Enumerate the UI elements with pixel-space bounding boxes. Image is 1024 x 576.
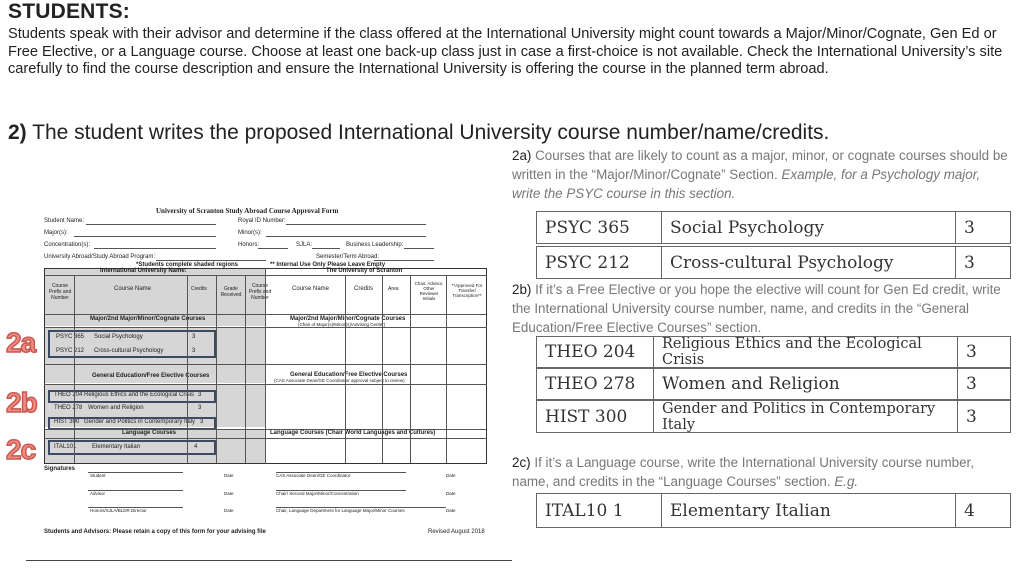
- form-sig-date-5: Date: [224, 508, 234, 513]
- form-gened-right: General Education/Free Elective Courses: [290, 372, 408, 378]
- form-intl-uni: International University Name:: [100, 268, 187, 274]
- section-2c-label: 2c): [512, 455, 531, 470]
- section-2a-example: Example, for a Psychology major, write the PSYC course in this section.: [512, 167, 981, 201]
- form-honors: Honors:: [238, 242, 260, 248]
- course-name: Women and Religion: [653, 369, 957, 399]
- form-minors: Minor(s):: [238, 230, 262, 236]
- course-number: ITAL10 1: [545, 500, 624, 521]
- form-concentrations: Concentration(s):: [44, 242, 91, 248]
- step-2-heading: [8, 121, 829, 145]
- course-name: Religious Ethics and the Ecological Crisis: [653, 337, 957, 367]
- gened-row-2: [536, 368, 1011, 400]
- section-2c-text: If it’s a Language course, write the International University course number, name, and credits in the “Language Courses” section.: [512, 455, 974, 489]
- form-lang-entry-credits: 4: [194, 444, 198, 450]
- form-gened-entry-1-num: THEO 204: [54, 392, 83, 398]
- form-sig-date-3: Date: [224, 491, 234, 496]
- form-col-area: Area: [388, 286, 399, 292]
- form-sig-honors: Honors/SJLA/BLDR Director: [90, 508, 147, 513]
- course-number: THEO 204: [545, 342, 636, 362]
- course-number: THEO 278: [545, 374, 636, 394]
- form-sig-advisor: Advisor: [90, 491, 106, 496]
- form-gened-entry-3-name: Gender and Politics in Contemporary Italy: [84, 419, 196, 425]
- major-row-2: [536, 246, 1011, 279]
- section-2a-text: Courses that are likely to count as a major, minor, or cognate courses should be written in the “Major/Minor/Cognate” Section.: [512, 148, 1008, 182]
- form-sig-date-6: Date: [446, 508, 456, 513]
- form-sig-student: Student: [90, 473, 106, 478]
- course-credits: 3: [955, 247, 1010, 278]
- form-major-entry-1-name: Social Psychology: [94, 334, 143, 340]
- course-number: PSYC 212: [545, 252, 630, 273]
- gened-row-1: [536, 336, 1011, 368]
- form-sig-chair: Chair/ Second Major/Minor/Concentration: [276, 491, 359, 496]
- form-sjla: SJLA:: [296, 242, 313, 248]
- form-internal-note: ** Internal Use Only Please Leave Empty: [270, 262, 386, 268]
- form-student-name: Student Name:: [44, 218, 85, 224]
- form-revised: Revised August 2018: [428, 529, 485, 535]
- form-col-prefix: Course Prefix and Number: [48, 283, 72, 301]
- form-col-chair: Chair, Advisor, Other Reviewer Initials: [414, 281, 444, 301]
- form-gened-entry-2-num: THEO 278: [54, 405, 83, 411]
- course-number: HIST 300: [545, 406, 628, 427]
- section-2b-text: If it’s a Free Elective or you hope the elective will count for Gen Ed credit, write the International University course number, name, and credits in the “General Education/Free Elective Courses” section.: [512, 282, 1001, 335]
- bottom-divider: [26, 560, 512, 561]
- badge-2a: 2a: [6, 327, 36, 358]
- form-col-name2: Course Name: [292, 286, 330, 292]
- intro-paragraph: Students speak with their advisor and determine if the class offered at the International University might count towards a Major/Minor/Cognate, Gen Ed or Free Elective, or a Language course. Choose at least one back-up class just in case a first-choice is not available. Check the International University’s site carefully to find the course description and ensure the International University is offering the course in the planned term abroad.: [8, 26, 1003, 78]
- form-gened-entry-1-name: Religious Ethics and the Ecological Crisis: [84, 392, 195, 398]
- section-2a-label: 2a): [512, 148, 532, 163]
- course-name: Social Psychology: [661, 212, 955, 243]
- course-name: Elementary Italian: [661, 494, 955, 527]
- form-col-credits2: Credits: [354, 286, 374, 292]
- form-col-name: Course Name: [114, 286, 152, 292]
- form-signatures: Signatures: [44, 466, 76, 472]
- section-2b-explanation: [512, 280, 1012, 337]
- form-major-entry-1-credits: 3: [192, 334, 196, 340]
- form-sig-cas: CAS Associate Dean/GE Coordinator: [276, 473, 351, 478]
- form-gened-left: General Education/Free Elective Courses: [92, 373, 210, 379]
- course-credits: 3: [955, 212, 1010, 243]
- form-semester: Semester/Term Abroad:: [316, 254, 380, 260]
- form-gened-entry-1-credits: 3: [198, 392, 202, 398]
- major-row-1: [536, 211, 1011, 244]
- form-title: University of Scranton Study Abroad Course Approval Form: [156, 207, 339, 215]
- form-major-entry-2-name: Cross-cultural Psychology: [94, 348, 164, 354]
- form-retain: Students and Advisors: Please retain a copy of this form for your advising file: [44, 529, 266, 535]
- form-col-prefix2: Course Prefix and Number: [248, 283, 272, 301]
- form-shaded-note: *Students complete shaded regions: [136, 262, 239, 268]
- course-credits: 3: [957, 337, 1010, 367]
- section-2a-explanation: [512, 146, 1012, 203]
- form-program: University Abroad/Study Abroad Program:: [44, 254, 156, 260]
- gened-row-3: [536, 400, 1011, 433]
- badge-2b: 2b: [6, 387, 37, 418]
- form-gened-entry-2-name: Women and Religion: [88, 405, 144, 411]
- step-2-text: The student writes the proposed International University course number/name/credits.: [32, 121, 830, 144]
- form-royal-id: Royal ID Number:: [238, 218, 286, 224]
- section-2b-label: 2b): [512, 282, 532, 297]
- students-heading: STUDENTS:: [8, 0, 130, 23]
- section-2c-explanation: [512, 453, 1012, 491]
- form-major-left: Major/2nd Major/Minor/Cognate Courses: [90, 316, 206, 322]
- course-approval-form: [44, 203, 490, 543]
- course-credits: 4: [955, 494, 1010, 527]
- form-business: Business Leadership:: [346, 242, 404, 248]
- form-major-right-sub: (Chair of Major(s)/Minor(s)/Advising Center): [298, 322, 386, 327]
- course-name: Cross-cultural Psychology: [661, 247, 955, 278]
- section-2c-eg: E.g.: [834, 474, 859, 489]
- form-sig-date-2: Date: [446, 473, 456, 478]
- form-gened-entry-3-num: HIST 300: [54, 419, 80, 425]
- form-major-entry-2-num: PSYC 212: [56, 348, 85, 354]
- step-2-number: 2): [8, 121, 27, 144]
- form-sig-date-4: Date: [446, 491, 456, 496]
- course-name: Gender and Politics in Contemporary Italy: [653, 401, 957, 432]
- form-gened-entry-2-credits: 3: [198, 405, 202, 411]
- form-lang-entry-name: Elementary Italian: [92, 444, 141, 450]
- form-col-grade: Grade Received: [220, 286, 242, 298]
- badge-2c: 2c: [6, 434, 36, 465]
- form-lang-left: Language Courses: [122, 430, 177, 436]
- form-col-approved: **Approved For Transfer/ Transcription**: [451, 283, 483, 298]
- form-major-entry-2-credits: 3: [192, 348, 196, 354]
- form-uofs: The University of Scranton: [326, 268, 403, 274]
- course-credits: 3: [957, 401, 1010, 432]
- form-major-right: Major/2nd Major/Minor/Cognate Courses: [290, 316, 406, 322]
- course-credits: 3: [957, 369, 1010, 399]
- form-col-credits: Credits: [191, 286, 207, 292]
- form-gened-entry-3-credits: 3: [200, 419, 204, 425]
- language-row-1: [536, 493, 1011, 528]
- form-gened-right-sub: (CAS Associate Dean/GE Coordinator approval subject to review): [274, 378, 405, 383]
- form-sig-lang: Chair, Language Department for Language Major/Minor Courses: [276, 508, 405, 513]
- form-sig-date-1: Date: [224, 473, 234, 478]
- form-lang-entry-num: ITAL101: [54, 444, 77, 450]
- form-majors: Major(s):: [44, 230, 68, 236]
- form-lang-right: Language Courses (Chair World Languages and Cultures): [270, 430, 436, 436]
- course-number: PSYC 365: [545, 217, 630, 238]
- form-major-entry-1-num: PSYC 365: [56, 334, 85, 340]
